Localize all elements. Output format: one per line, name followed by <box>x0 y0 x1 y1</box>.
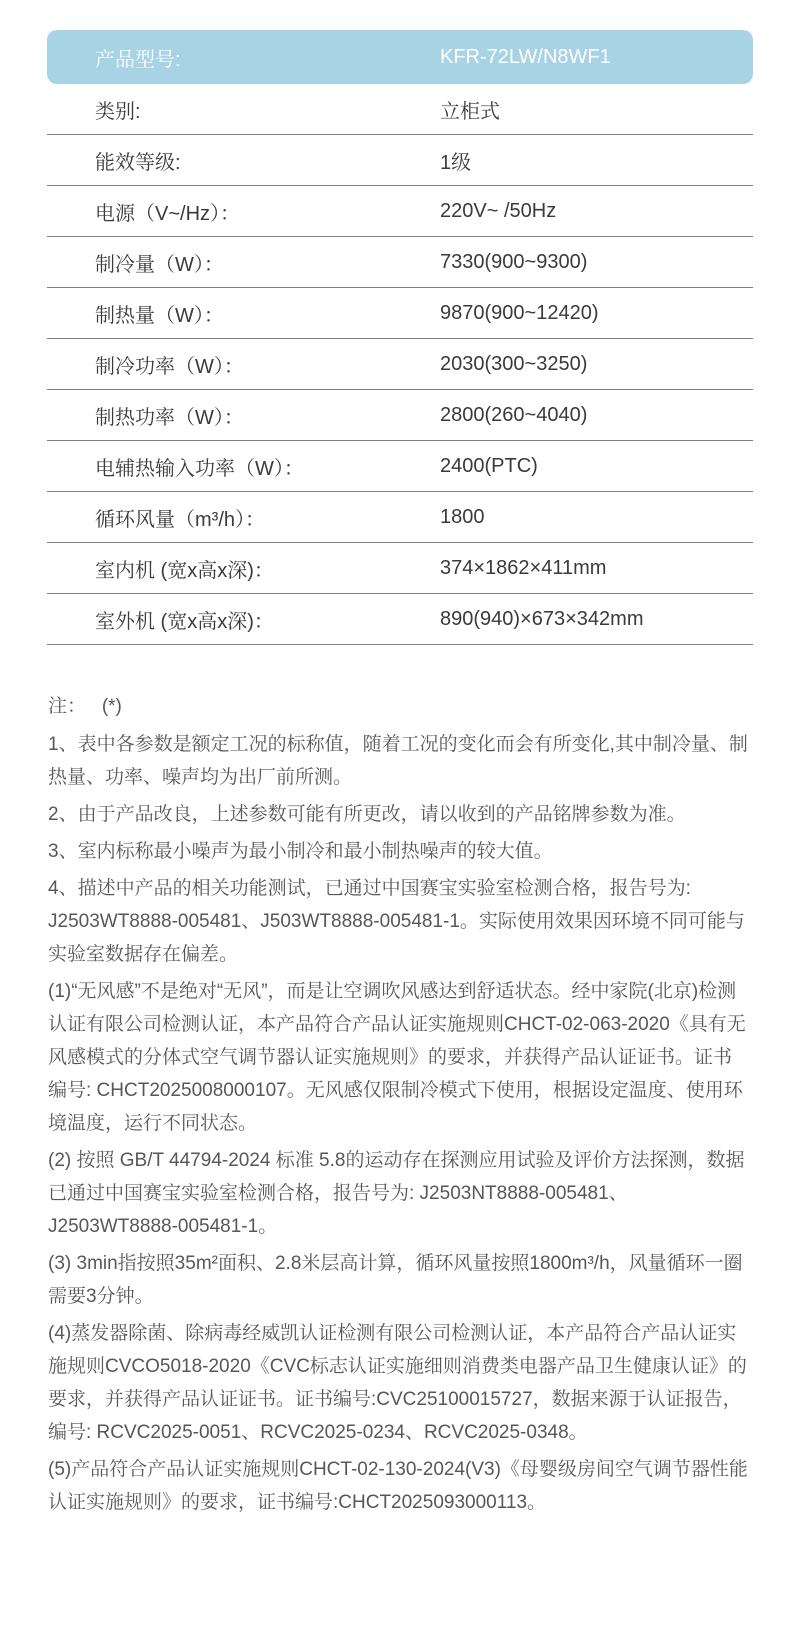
row-value: 1800 <box>440 505 485 528</box>
note-paragraph-3: 3、室内标称最小噪声为最小制冷和最小制热噪声的较大值。 <box>48 841 553 862</box>
row-value: 374×1862×411mm <box>440 556 607 579</box>
spec-header-label: 产品型号: <box>95 48 181 71</box>
note-paragraph-1: 1、表中各参数是额定工况的标称值，随着工况的变化而会有所变化,其中制冷量、制热量、功率、噪声均为出厂前所测。 <box>48 734 748 788</box>
note-paragraph-2: 2、由于产品改良，上述参数可能有所更改，请以收到的产品铭牌参数为准。 <box>48 804 686 825</box>
row-label: 制热功率（W）： <box>95 406 244 429</box>
notes-section <box>48 690 748 1523</box>
note-paragraph-8: (4)蒸发器除菌、除病毒经威凯认证检测有限公司检测认证，本产品符合产品认证实施规则CVCO5018-2020《CVC标志认证实施细则消费类电器产品卫生健康认证》的要求，并获得产品认证证书。证书编号:CVC25100015727，数据来源于认证报告，编号: RCVC2025-0051、RCVC2025-0234、RCVC2025-0348。 <box>48 1323 747 1443</box>
notes-title: 注： (*) <box>48 696 122 717</box>
table-row-outdoor-unit-size <box>47 594 753 645</box>
row-label: 电源（V~/Hz）： <box>95 202 241 225</box>
row-value: 2400(PTC) <box>440 454 538 477</box>
table-row-air-circulation <box>47 492 753 543</box>
table-row-cooling-capacity <box>47 237 753 288</box>
table-row-aux-heater-power <box>47 441 753 492</box>
table-row-heating-power <box>47 390 753 441</box>
row-value: 7330(900~9300) <box>440 250 588 273</box>
table-row-energy-rating <box>47 135 753 186</box>
note-paragraph-4: 4、描述中产品的相关功能测试，已通过中国赛宝实验室检测合格，报告号为: J2503WT8888-005481、J503WT8888-005481-1。实际使用效果因环境不同可能与实验室数据存在偏差。 <box>48 878 745 965</box>
row-value: 立柜式 <box>440 100 500 123</box>
row-label: 制热量（W）： <box>95 304 224 327</box>
row-value: 9870(900~12420) <box>440 301 599 324</box>
table-row-indoor-unit-size <box>47 543 753 594</box>
row-value: 2030(300~3250) <box>440 352 588 375</box>
spec-header-row <box>47 30 753 84</box>
table-row-cooling-power <box>47 339 753 390</box>
table-row-heating-capacity <box>47 288 753 339</box>
row-label: 能效等级: <box>95 151 181 174</box>
row-value: 220V~ /50Hz <box>440 199 557 222</box>
note-paragraph-5: (1)“无风感”不是绝对“无风”，而是让空调吹风感达到舒适状态。经中家院(北京)检测认证有限公司检测认证，本产品符合产品认证实施规则CHCT-02-063-2020《具有无风感模式的分体式空气调节器认证实施规则》的要求，并获得产品认证证书。证书编号: CHCT2025008000107。无风感仅限制冷模式下使用，根据设定温度、使用环境温度，运行不同状态。 <box>48 981 746 1134</box>
row-label: 室内机 (宽x高x深)： <box>95 559 274 582</box>
note-paragraph-7: (3) 3min指按照35m²面积、2.8米层高计算，循环风量按照1800m³/h，风量循环一圈需要3分钟。 <box>48 1253 743 1307</box>
row-value: 890(940)×673×342mm <box>440 607 644 630</box>
table-row-category <box>47 84 753 135</box>
row-label: 室外机 (宽x高x深)： <box>95 610 274 633</box>
row-label: 电辅热输入功率（W）： <box>95 457 304 480</box>
row-label: 类别: <box>95 100 141 123</box>
row-label: 制冷功率（W）： <box>95 355 244 378</box>
spec-table <box>47 30 753 645</box>
table-row-power-supply <box>47 186 753 237</box>
note-paragraph-6: (2) 按照 GB/T 44794-2024 标准 5.8的运动存在探测应用试验及评价方法探测，数据已通过中国赛宝实验室检测合格，报告号为: J2503NT8888-005481、J2503WT8888-005481-1。 <box>48 1150 745 1237</box>
row-value: 2800(260~4040) <box>440 403 588 426</box>
spec-header-value: KFR-72LW/N8WF1 <box>440 45 611 68</box>
note-paragraph-9: (5)产品符合产品认证实施规则CHCT-02-130-2024(V3)《母婴级房间空气调节器性能认证实施规则》的要求，证书编号:CHCT2025093000113。 <box>48 1459 748 1513</box>
row-value: 1级 <box>440 151 472 174</box>
row-label: 制冷量（W）： <box>95 253 224 276</box>
row-label: 循环风量（m³/h）： <box>95 508 265 531</box>
